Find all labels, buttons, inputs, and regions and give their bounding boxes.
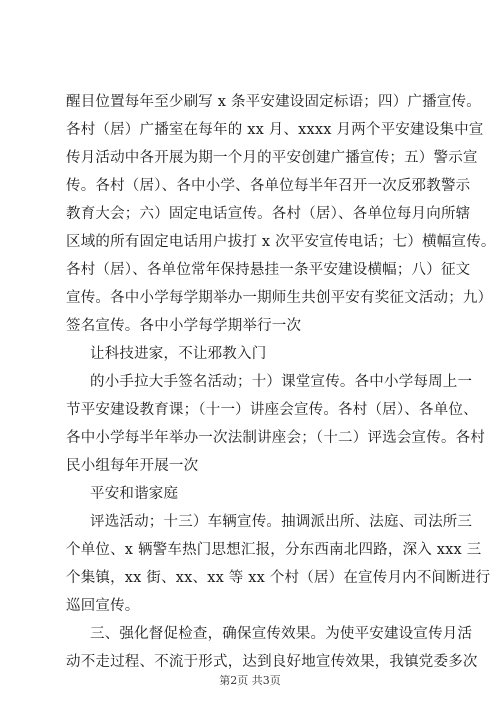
text-line: 各中小学每半年举办一次法制讲座会；（十二）评选会宣传。各村: [66, 430, 486, 446]
text-line: 区域的所有固定电话用户拔打 x 次平安宣传电话；七）横幅宣传。: [66, 234, 496, 250]
text-line: 个集镇，xx 街、xx、xx 等 xx 个村（居）在宣传月内不间断进行: [66, 570, 491, 586]
text-line: 让科技进家，不让邪教入门: [90, 346, 267, 362]
text-line: 传月活动中各开展为期一个月的平安创建广播宣传；五）警示宣: [66, 150, 478, 166]
text-line: 的小手拉大手签名活动；十）课堂宣传。各中小学每周上一: [90, 374, 473, 390]
text-line: 节平安建设教育课；（十一）讲座会宣传。各村（居）、各单位、: [66, 402, 478, 418]
text-line: 个单位、x 辆警车热门思想汇报，分东西南北四路，深入 xxx 三: [66, 542, 482, 558]
text-line: 三、强化督促检查，确保宣传效果。为使平安建设宣传月活: [90, 626, 473, 642]
text-line: 评选活动；十三）车辆宣传。抽调派出所、法庭、司法所三: [90, 514, 473, 530]
text-line: 平安和谐家庭: [90, 486, 179, 502]
text-line: 醒目位置每年至少刷写 x 条平安建设固定标语；四）广播宣传。: [66, 94, 481, 110]
page-footer: 第2页 共3页: [219, 674, 281, 687]
text-line: 签名宣传。各中小学每学期举行一次: [66, 318, 302, 334]
text-line: 宣传。各中小学每学期举办一期师生共创平安有奖征文活动；九）: [66, 290, 493, 306]
text-line: 教育大会；六）固定电话宣传。各村（居）、各单位每月向所辖: [66, 206, 471, 222]
text-line: 传。各村（居）、各中小学、各单位每半年召开一次反邪教警示: [66, 178, 471, 194]
text-line: 各村（居）、各单位常年保持悬挂一条平安建设横幅；八）征文: [66, 262, 471, 278]
text-line: 民小组每年开展一次: [66, 458, 199, 474]
text-line: 动不走过程、不流于形式，达到良好地宣传效果，我镇党委多次: [66, 654, 478, 670]
text-line: 各村（居）广播室在每年的 xx 月、xxxx 月两个平安建设集中宣: [66, 122, 484, 138]
text-line: 巡回宣传。: [66, 598, 140, 614]
